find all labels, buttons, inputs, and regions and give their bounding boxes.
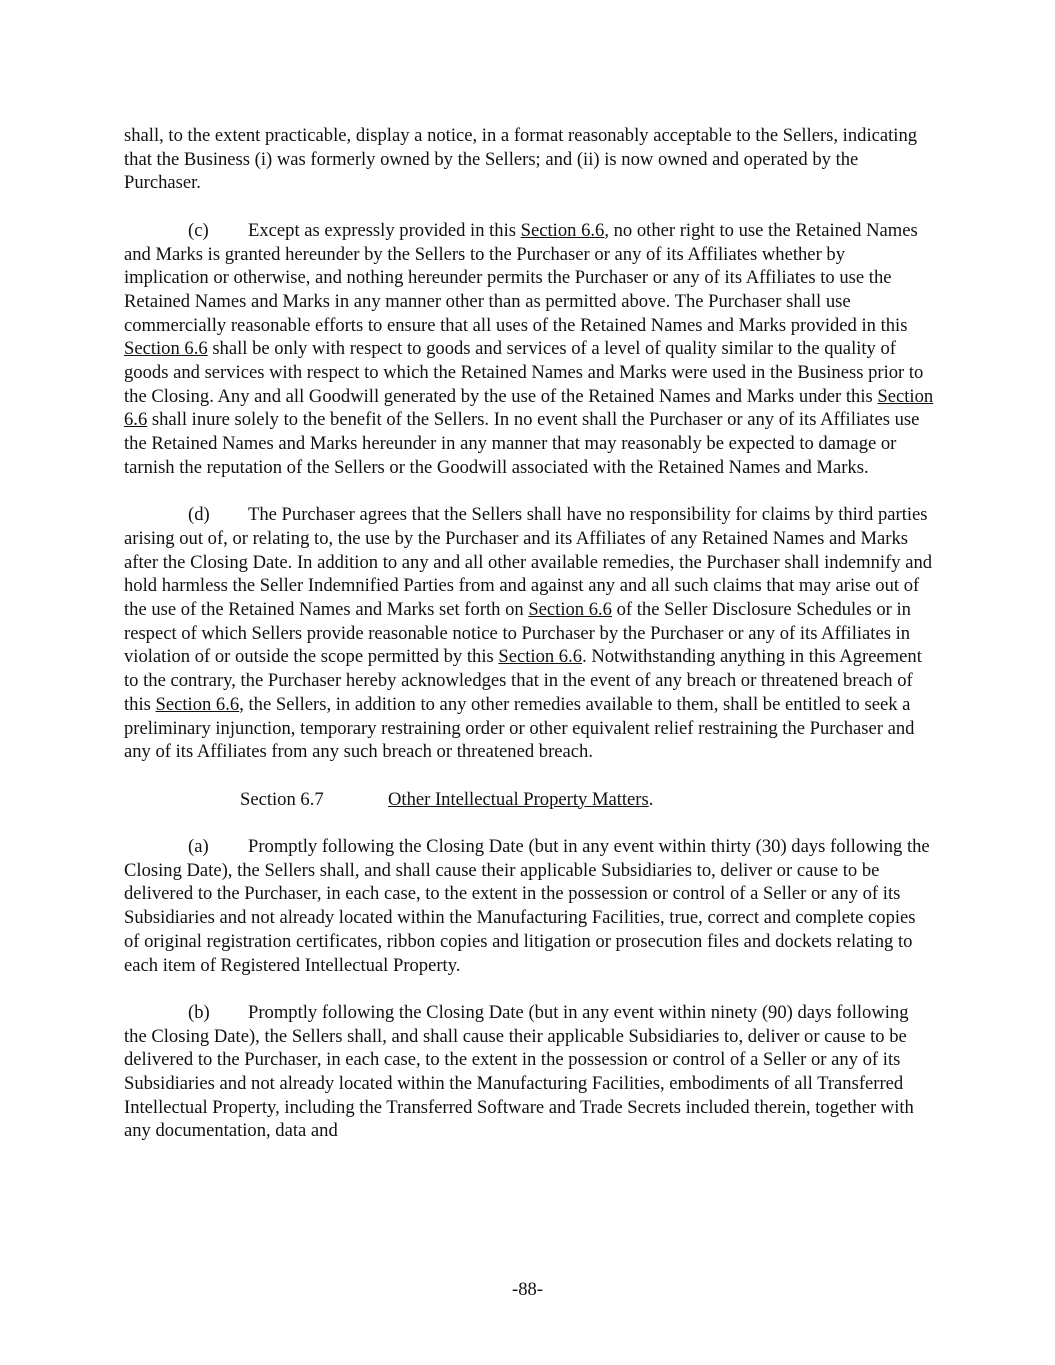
paragraph-c: (c) Except as expressly provided in this Section 6.6, no other right to use the Retained Names and Marks is granted hereunder by the Sellers to the Purchaser or any of its Affiliates whether by implication or otherwise, and nothing hereunder permits the Purchaser or any of its Affiliates to use the Retained Names and Marks in any manner other than as permitted above. The Purchaser shall use commercially reasonable efforts to ensure that all uses of the Retained Names and Marks provided in this Section 6.6 shall be only with respect to goods and services of a level of quality similar to the quality of goods and services with respect to which the Retained Names and Marks were used in the Business prior to the Closing. Any and all Goodwill generated by the use of the Retained Names and Marks under this Section 6.6 shall inure solely to the benefit of the Sellers. In no event shall the Purchaser or any of its Affiliates use the Retained Names and Marks hereunder in any manner that may reasonably be expected to damage or tarnish the reputation of the Sellers or the Goodwill associated with the Retained Names and Marks. [124,219,934,478]
paragraph-a-label: (a) [188,836,209,858]
paragraph-a: (a) Promptly following the Closing Date (but in any event within thirty (30) days following the Closing Date), the Sellers shall, and shall cause their applicable Subsidiaries to, deliver or cause to be delivered to the Purchaser, in each case, to the extent in the possession or control of a Seller or any of its Subsidiaries and not already located within the Manufacturing Facilities, true, correct and complete copies of original registration certificates, ribbon copies and litigation or prosecution files and dockets relating to each item of Registered Intellectual Property. [124,836,930,976]
paragraph-d-label: (d) [188,504,210,526]
section-6-6-reference: Section 6.6 [498,646,583,668]
section-number: Section 6.7 [240,788,324,810]
section-6-6-reference: Section 6.6 [155,693,240,715]
paragraph-d: (d) The Purchaser agrees that the Sellers shall have no responsibility for claims by third parties arising out of, or relating to, the use by the Purchaser and its Affiliates of any Retained Names and Marks after the Closing Date. In addition to any and all other available remedies, the Purchaser shall indemnify and hold harmless the Seller Indemnified Parties from and against any and all such claims that may arise out of the use of the Retained Names and Marks set forth on Section 6.6 of the Seller Disclosure Schedules or in respect of which Sellers provide reasonable notice to Purchaser by the Purchaser or any of its Affiliates in violation of or outside the scope permitted by this Section 6.6. Notwithstanding anything in this Agreement to the contrary, the Purchaser hereby acknowledges that in the event of any breach or threatened breach of this Section 6.6, the Sellers, in addition to any other remedies available to them, shall be entitled to seek a preliminary injunction, temporary restraining order or other equivalent relief restraining the Purchaser and any of its Affiliates from any such breach or threatened breach. [124,504,933,763]
page-number: -88- [512,1279,543,1300]
section-6-6-reference: Section 6.6 [124,385,934,431]
section-title: Other Intellectual Property Matters [388,788,649,810]
paragraph-b: (b) Promptly following the Closing Date (but in any event within ninety (90) days following the Closing Date), the Sellers shall, and shall cause their applicable Subsidiaries to, deliver or cause to be delivered to the Purchaser, in each case, to the extent in the possession or control of a Seller or any of its Subsidiaries and not already located within the Manufacturing Facilities, embodiments of all Transferred Intellectual Property, including the Transferred Software and Trade Secrets included therein, together with any documentation, data and [124,1001,914,1142]
paragraph-continuation: shall, to the extent practicable, display a notice, in a format reasonably acceptable to the Sellers, indicating that the Business (i) was formerly owned by the Sellers; and (ii) is now owned and operated by the Purchaser. [124,125,918,194]
section-heading: Section 6.7 Other Intellectual Property Matters. [240,788,654,810]
paragraph-b-label: (b) [188,1001,210,1023]
section-6-6-reference: Section 6.6 [520,219,605,241]
section-6-6-reference: Section 6.6 [124,338,208,360]
paragraph-c-label: (c) [188,219,209,241]
document-page [124,124,934,1167]
section-6-6-reference: Section 6.6 [528,599,612,621]
